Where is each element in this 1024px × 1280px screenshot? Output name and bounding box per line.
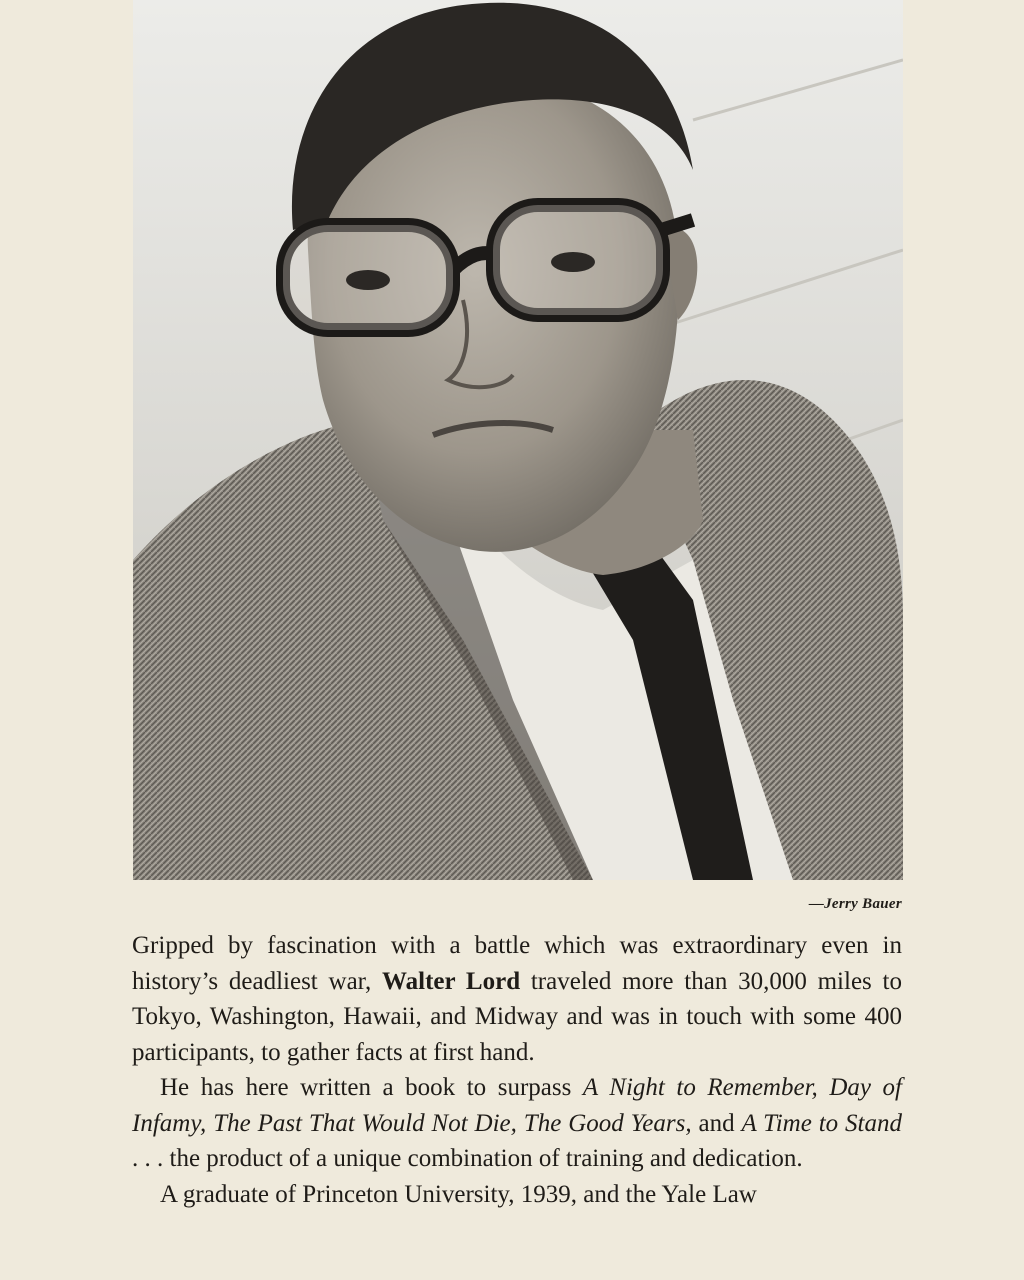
body-copy bbox=[132, 928, 902, 1212]
photo-credit: —Jerry Bauer bbox=[808, 896, 902, 912]
author-portrait-illustration bbox=[133, 0, 903, 880]
book-title-time-to-stand: A Time to Stand bbox=[741, 1109, 902, 1137]
paragraph-2-text-a: He has here written a book to surpass bbox=[160, 1074, 583, 1101]
paragraph-1 bbox=[132, 928, 902, 1070]
author-name: Walter Lord bbox=[382, 967, 521, 995]
author-photo bbox=[133, 0, 903, 880]
paragraph-2-text-c: . . . the product of a unique combination of training and dedication. bbox=[132, 1145, 803, 1172]
paragraph-3: A graduate of Princeton University, 1939, and the Yale Law bbox=[160, 1180, 757, 1208]
paragraph-2-text-b: and bbox=[691, 1109, 742, 1137]
book-titles: A Night to Remember, Day of Infamy, The Past That Would Not Die, The Good Years, bbox=[132, 1074, 902, 1137]
paragraph-1-text-a: Gripped by fascination with a battle which was extraordinary even in history’s deadliest war, bbox=[132, 932, 902, 995]
paragraph-2 bbox=[132, 1070, 902, 1177]
paragraph-1-text-b: traveled more than 30,000 miles to Tokyo, Washington, Hawaii, and Midway and was in touch with some 400 participants, to gather facts at first hand. bbox=[132, 967, 902, 1066]
